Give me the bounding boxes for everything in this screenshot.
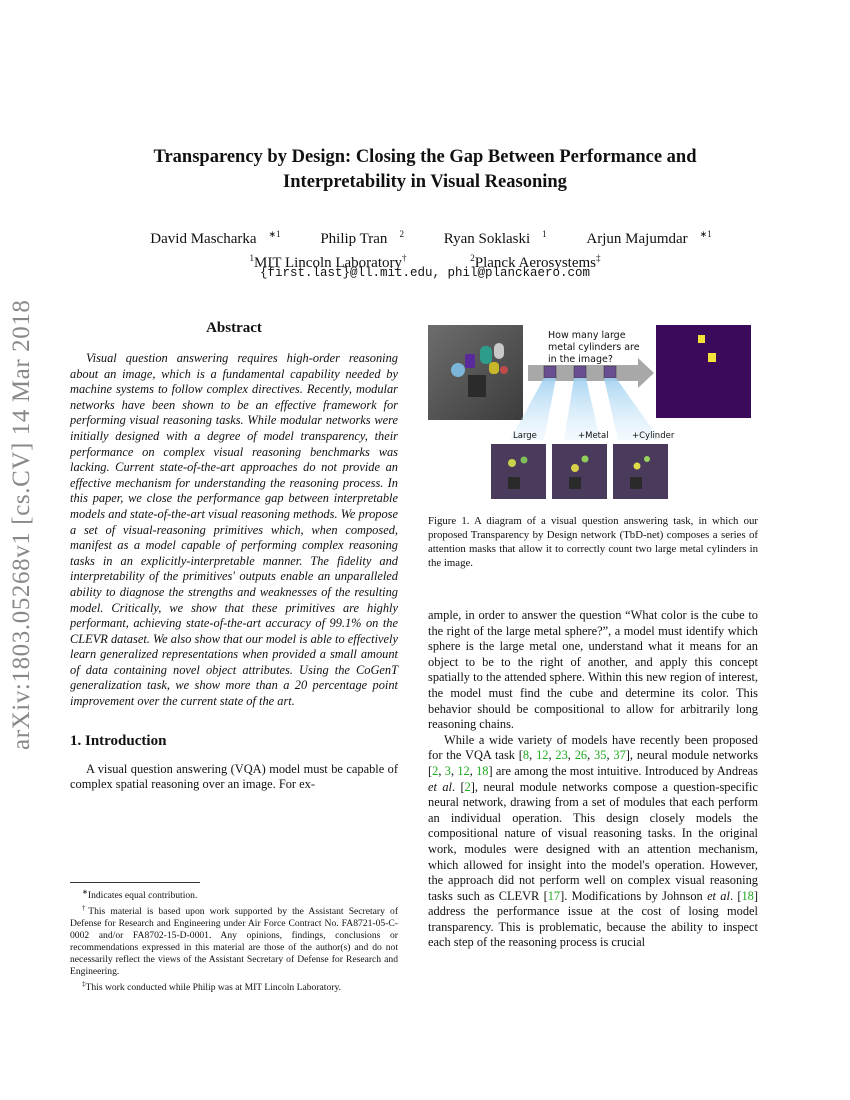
affil-2-name: Planck Aerosystems xyxy=(474,255,596,271)
citation-link[interactable]: 17 xyxy=(547,888,561,903)
label-large: Large xyxy=(513,431,537,441)
citation-link[interactable]: 18 xyxy=(741,888,754,903)
citation-link[interactable]: 37 xyxy=(613,748,626,763)
footnote-2-text: This material is based upon work supported by the Assistant Secretary of Defense for Research and Engineering under Air Force Contract No. FA8721-05-C-0002 and/or FA8702-15-D-0001. Any opinions, findings, conclusions or recommendations expressed in this material are those of the author(s) and do not necessarily reflect the views of the Assistant Secretary of Defense for Research and Engineering. xyxy=(70,906,399,978)
scene-cylinder-yellow xyxy=(489,362,499,374)
citation-link[interactable]: 2 xyxy=(464,779,471,794)
p2-text-f: ]. Modifications by Johnson xyxy=(560,888,708,903)
citation-link[interactable]: 35 xyxy=(594,748,607,763)
p2-text-c: ] are among the most intuitive. Introduced by Andreas xyxy=(488,763,759,778)
citation-link[interactable]: 12 xyxy=(457,763,470,778)
p2-text-h: ] address the performance issue at the cost of losing model transparency. This is problematic, because the ability to inspect each step of the reasoning process is crucial xyxy=(428,888,758,950)
module-thumb-3 xyxy=(604,366,616,378)
citation-link[interactable]: 12 xyxy=(536,748,549,763)
title-line-2: Interpretability in Visual Reasoning xyxy=(283,172,567,192)
label-metal: +Metal xyxy=(578,431,609,441)
attention-thumb-cylinder xyxy=(613,444,668,499)
author-3-name: Ryan Soklaski xyxy=(443,231,531,247)
footnote-2-mark: † xyxy=(82,904,89,913)
citation-link[interactable]: 26 xyxy=(574,748,588,763)
introduction-text: A visual question answering (VQA) model must be capable of complex spatial reasoning over an image. For ex- xyxy=(70,761,398,792)
footnote-1-mark: ∗ xyxy=(82,888,88,896)
paragraph-example: ample, in order to answer the question “What color is the cube to the right of the large metal sphere?”, a model must identify which sphere is the large metal one, understand what it means for an object to be to the right of another, and apply this concept spatially to the attended sphere. Within this new region of interest, the model must find the cube and determine its color. This behavior should be compositional to allow for arbitrarily long reasoning chains. xyxy=(428,608,758,732)
question-line-1: How many large xyxy=(548,330,626,341)
abstract-text: Visual question answering requires high-order reasoning about an image, which is a fundamental capability needed by machine systems to follow complex directives. Recently, modular networks have been shown to be an effective framework for performing visual reasoning tasks. While modular networks were initially designed with a degree of model transparency, their performance on complex visual reasoning benchmarks was lacking. Current state-of-the-art approaches do not provide an effective mechanism for understanding the reasoning process. In this paper, we close the performance gap between interpretable models and state-of-the-art visual reasoning methods. We propose a set of visual-reasoning primitives which, when composed, manifest as a model capable of performing complex reasoning tasks in an explicitly-interpretable manner. The fidelity and interpretability of the primitives' outputs enable an unparalleled ability to diagnose the strengths and weaknesses of the resulting model. Critically, we show that these primitives are highly performant, achieving state-of-the-art accuracy of 99.1% on the CLEVR dataset. We also show that our model is able to effectively learn generalized representations when provided a small amount of data containing novel object attributes. Using the CoGenT generalization task, we show more than a 20 percentage point improvement over the current state of the art. xyxy=(70,351,398,709)
attention-thumb-metal xyxy=(552,444,607,499)
right-column-body xyxy=(428,608,758,951)
citation-link[interactable]: 23 xyxy=(555,748,568,763)
scene-cylinder-gray xyxy=(494,343,504,359)
scene-cube xyxy=(468,375,486,397)
author-2-name: Philip Tran xyxy=(320,231,388,247)
author-2 xyxy=(308,231,404,247)
footnote-1-text: Indicates equal contribution. xyxy=(87,890,198,902)
citation-link[interactable]: 18 xyxy=(476,763,489,778)
footnote-3-mark: ‡ xyxy=(82,980,86,989)
p2-text-d: . [ xyxy=(451,779,465,794)
figure-1-diagram xyxy=(428,320,758,500)
p2-text-b: ], neural module networks [ xyxy=(428,748,759,778)
author-4-name: Arjun Majumdar xyxy=(586,231,688,247)
introduction-heading: 1. Introduction xyxy=(70,732,167,749)
author-emails[interactable]: {first.last}@ll.mit.edu, phil@planckaero.com xyxy=(259,266,591,280)
scene-sphere-red xyxy=(500,366,508,374)
input-scene-image xyxy=(428,325,523,420)
author-4-mark: ∗1 xyxy=(699,229,712,239)
question-line-3: in the image? xyxy=(548,354,613,365)
module-thumb-1 xyxy=(544,366,556,378)
title-line-1: Transparency by Design: Closing the Gap Between Performance and xyxy=(153,147,697,167)
author-1 xyxy=(138,231,280,247)
footnote-1 xyxy=(70,886,398,902)
citation-link[interactable]: 3 xyxy=(444,763,451,778)
paragraph-related-work: While a wide variety of models have recently been proposed for the VQA task [8, 12, 23, 26, 35, 37], neural module networks [2, 3, 12, 18] are among the most intuitive. Introduced by Andreas et al. [2], neural module networks compose a question-specific neural network, drawing from a set of modules that each perform an individual operation. This design closely models the compositional nature of visual reasoning tasks. In the original work, modules were designed with an attention mechanism, which allowed for insight into the model's operation. However, the approach did not perform well on complex visual reasoning tasks such as CLEVR [17]. Modifications by Johnson et al. [18] address the performance issue at the cost of losing model transparency. This is problematic, because the ability to inspect each step of the reasoning process is crucial xyxy=(428,732,759,950)
scene-cylinder-teal xyxy=(480,346,492,364)
author-1-name: David Mascharka xyxy=(150,231,257,247)
citation-link[interactable]: 8 xyxy=(522,748,530,763)
figure-1-caption: Figure 1. A diagram of a visual question answering task, in which our proposed Transparency by Design network (TbD-net) composes a series of attention masks that allow it to correctly count two large metal cylinders in the image. xyxy=(428,515,758,569)
p2-etal-2: et al xyxy=(707,888,730,903)
label-cylinder: +Cylinder xyxy=(632,431,675,441)
question-line-2: metal cylinders are xyxy=(548,342,640,353)
author-4 xyxy=(574,231,711,247)
module-thumb-2 xyxy=(574,366,586,378)
footnotes xyxy=(70,882,398,995)
footnote-3 xyxy=(70,978,398,994)
right-column xyxy=(428,320,758,570)
affil-1-dagger: † xyxy=(402,253,407,263)
affil-1-name: MIT Lincoln Laboratory xyxy=(253,255,402,271)
affil-1-mark: 1 xyxy=(249,253,254,263)
p2-text-e: ], neural module networks compose a question-specific neural network, drawing from a set of modules that each perform an individual operation. This design closely models the compositional nature of visual reasoning tasks. In the original work, modules were designed with an attention mechanism, which allowed for insight into the model's operation. However, the approach did not perform well on complex visual reasoning tasks such as CLEVR [ xyxy=(428,779,759,903)
affil-2-dagger: ‡ xyxy=(596,253,601,263)
p2-etal-1: et al xyxy=(428,779,452,794)
author-2-mark: 2 xyxy=(399,229,404,239)
footnote-rule xyxy=(70,882,200,883)
figure-1 xyxy=(428,320,758,500)
mask-hotspot-2 xyxy=(708,353,716,362)
scene-cube-purple xyxy=(465,354,475,368)
mask-hotspot-1 xyxy=(698,335,705,343)
p2-text-a: While a wide variety of models have recently been proposed for the VQA task [ xyxy=(428,732,758,763)
author-3-mark: 1 xyxy=(542,229,547,239)
footnote-2 xyxy=(70,902,398,978)
attention-thumb-large xyxy=(491,444,546,499)
abstract-heading: Abstract xyxy=(206,320,262,336)
footnote-3-text: This work conducted while Philip was at MIT Lincoln Laboratory. xyxy=(85,982,342,994)
citation-link[interactable]: 2 xyxy=(432,763,439,778)
author-3 xyxy=(432,231,547,247)
author-1-mark: ∗1 xyxy=(268,229,281,239)
paper-title xyxy=(100,145,750,195)
scene-sphere-blue xyxy=(451,363,465,377)
left-column xyxy=(70,320,398,793)
affil-2-mark: 2 xyxy=(470,253,475,263)
arxiv-identifier: arXiv:1803.05268v1 [cs.CV] 14 Mar 2018 xyxy=(8,299,35,751)
author-names xyxy=(100,225,750,249)
p2-text-g: . [ xyxy=(729,888,742,903)
